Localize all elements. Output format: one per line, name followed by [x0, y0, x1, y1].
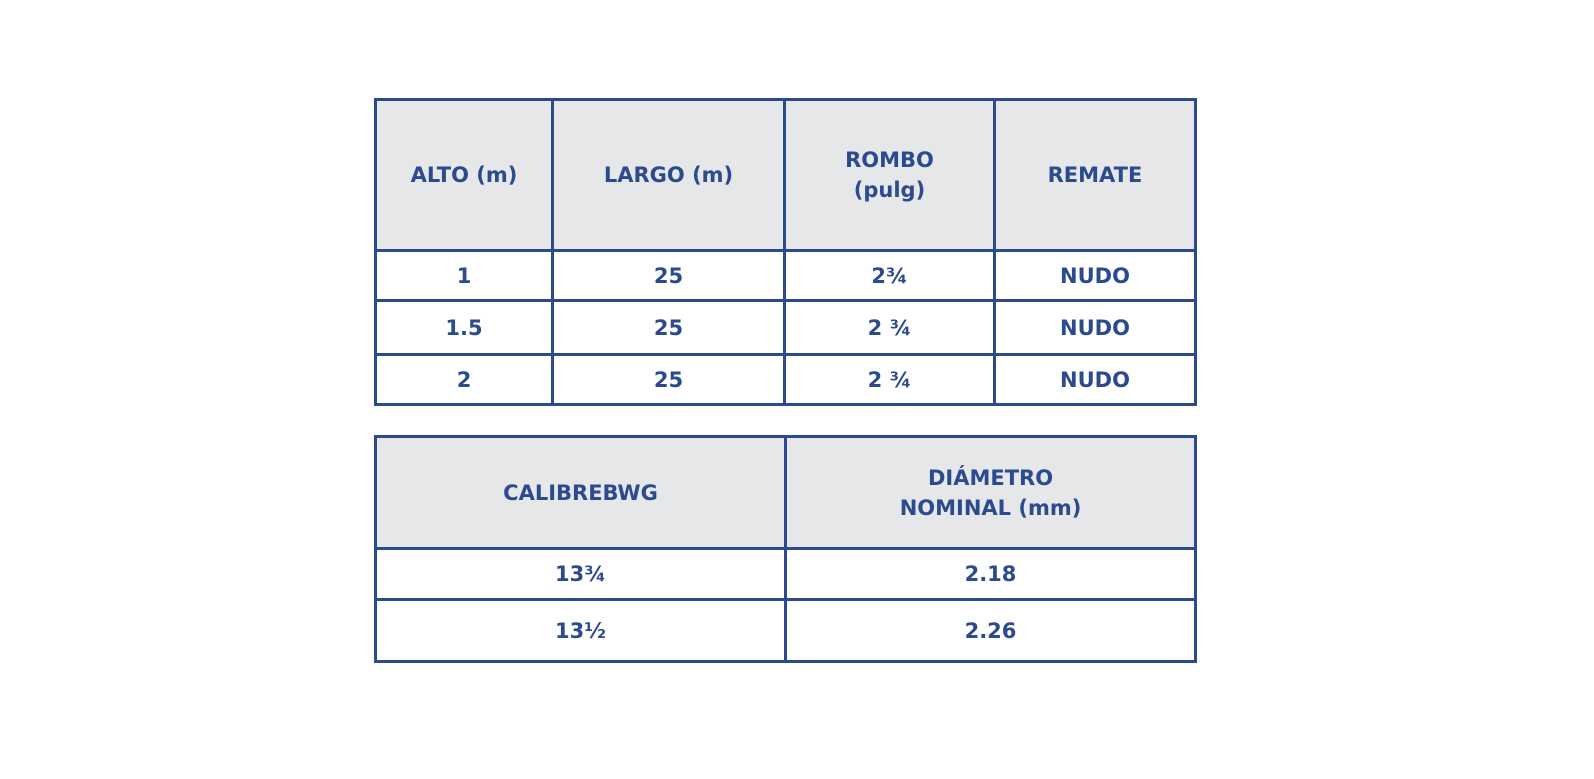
header-rombo-line1: ROMBO	[845, 148, 934, 172]
header-largo: LARGO (m)	[553, 100, 785, 251]
header-rombo	[785, 100, 995, 251]
cell-alto: 1	[376, 251, 553, 301]
cell-rombo: 2 ¾	[785, 301, 995, 355]
table-row	[376, 301, 1196, 355]
table-row	[376, 251, 1196, 301]
header-rombo-line2: (pulg)	[853, 178, 926, 202]
cell-alto: 1.5	[376, 301, 553, 355]
cell-largo: 25	[553, 251, 785, 301]
cell-rombo: 2 ¾	[785, 355, 995, 405]
cell-diametro: 2.18	[786, 549, 1196, 600]
cell-remate: NUDO	[995, 355, 1196, 405]
cell-rombo: 2¾	[785, 251, 995, 301]
table-row	[376, 549, 1196, 600]
dimensions-table	[374, 98, 1197, 406]
cell-remate: NUDO	[995, 251, 1196, 301]
gauge-table	[374, 435, 1197, 663]
table-row	[376, 600, 1196, 662]
cell-largo: 25	[553, 355, 785, 405]
cell-remate: NUDO	[995, 301, 1196, 355]
cell-calibre: 13¾	[376, 549, 786, 600]
cell-alto: 2	[376, 355, 553, 405]
header-alto: ALTO (m)	[376, 100, 553, 251]
table-header-row	[376, 100, 1196, 251]
table-row	[376, 355, 1196, 405]
cell-diametro: 2.26	[786, 600, 1196, 662]
cell-calibre: 13½	[376, 600, 786, 662]
header-calibre: CALIBREBWG	[376, 437, 786, 549]
header-diametro-line2: NOMINAL (mm)	[899, 495, 1082, 520]
table-header-row	[376, 437, 1196, 549]
header-remate: REMATE	[995, 100, 1196, 251]
header-diametro	[786, 437, 1196, 549]
cell-largo: 25	[553, 301, 785, 355]
header-diametro-line1: DIÁMETRO	[927, 465, 1054, 490]
